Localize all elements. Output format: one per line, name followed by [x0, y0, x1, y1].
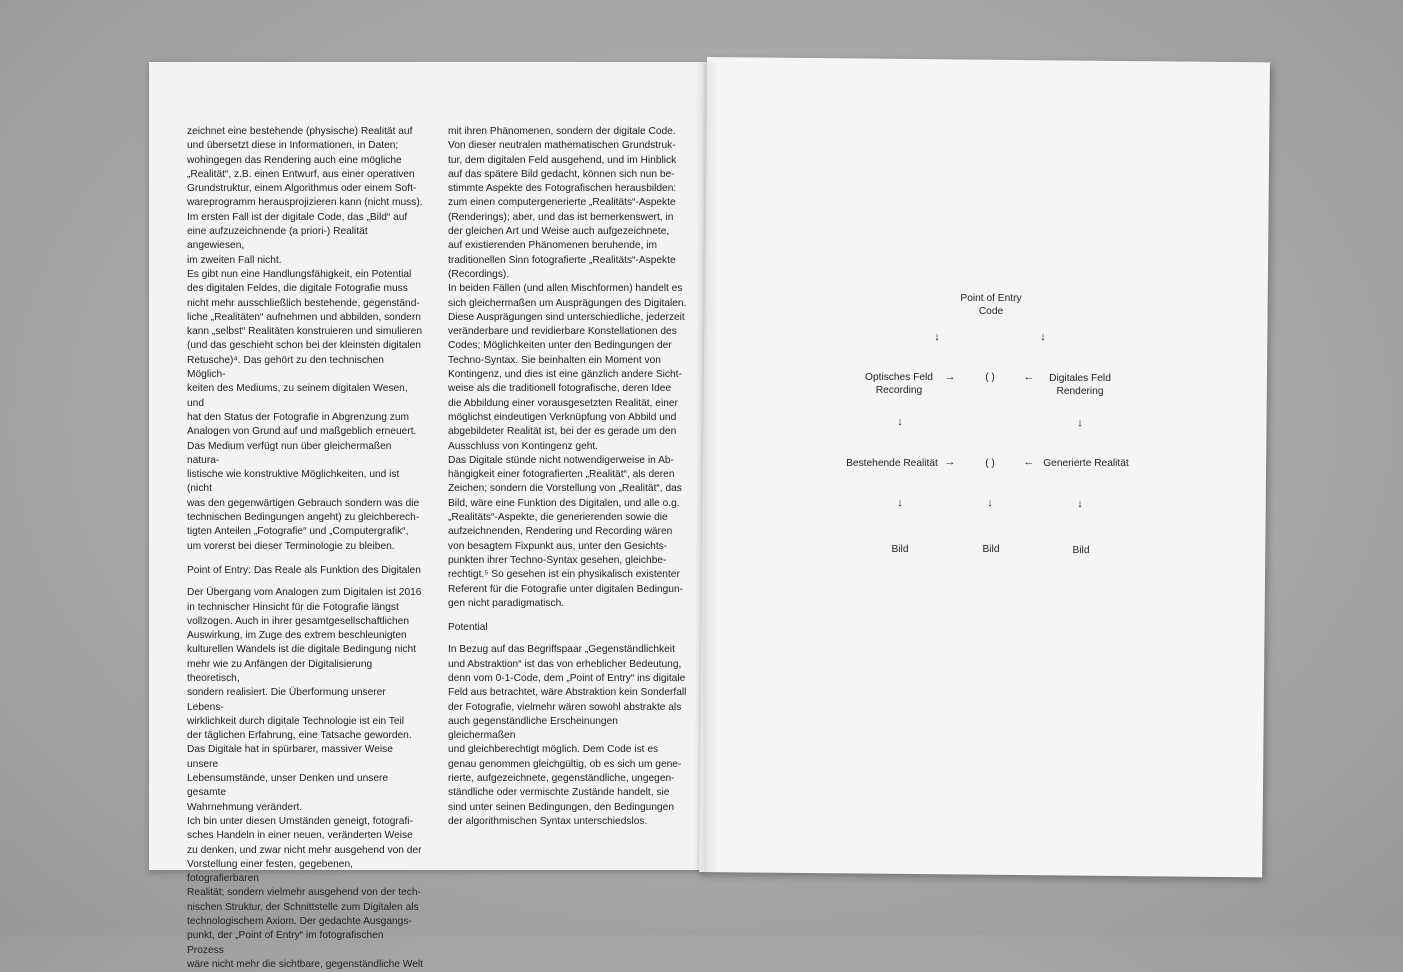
middle-text-column — [448, 125, 688, 829]
arrow-down-icon: ↓ — [934, 331, 940, 343]
paragraph: Es gibt nun eine Handlungsfähigkeit, ein Potential des digitalen Feldes, die digitale Fotografie muss nicht mehr ausschließlich bestehende, gegenständ- liche „Realitäten“ aufnehmen und abbilden, sondern kann „selbst“ Realitäten konstruieren und simulieren (und das geschieht schon bei der kleinsten digitalen Retusche)⁴. Das gehört zu den technischen Möglich- keiten des Mediums, zu seinem digitalen Wesen, und hat den Status der Fotografie in Abgrenzung zum Analogen von Grund auf und maßgeblich erneuert. Das Medium verfügt nun über gleichermaßen natura- listische wie konstruktive Möglichkeiten, und ist (nicht was den gegenwärtigen Gebrauch sondern was die technischen Bedingungen angeht) zu gleichberech- tigten Anteilen „Fotografie“ und „Computergrafik“, um vorerst bei dieser Terminologie zu bleiben. — [187, 268, 422, 552]
arrow-down-icon: ↓ — [1077, 417, 1083, 429]
paragraph: mit ihren Phänomenen, sondern der digitale Code. Von dieser neutralen mathematischen Grundstruk- tur, dem digitalen Feld ausgehend, und im Hinblick auf das spätere Bild gedacht, können sich nun be- stimmte Aspekte des Fotografischen herausbilden: zum einen computergenerierte „Realitäts“-Aspekte (Renderings); aber, und das ist bemerkenswert, in der gleichen Art und Weise auch aufgezeichnete, auf existierenden Phänomenen beruhende, im traditionellen Sinn fotografierte „Realitäts“-Aspekte (Recordings). — [448, 126, 677, 280]
paragraph: Ich bin unter diesen Umständen geneigt, fotografi- sches Handeln in einer neuen, veränderten Weise zu denken, und zwar nicht mehr ausgehend von der Vorstellung einer festen, gegebenen, fotografierbaren Realität; sondern vielmehr ausgehend von der tech- nischen Struktur, der Schnittstelle zum Digitalen als technologischem Axiom. Der gedachte Ausgangs- punkt, der „Point of Entry“ im fotografischen Prozess wäre nicht mehr die sichtbare, gegenständliche Welt — [187, 815, 423, 970]
diagram-bild: Bild — [1072, 545, 1090, 556]
paragraph: Der Übergang vom Analogen zum Digitalen ist 2016 in technischer Hinsicht für die Fotografie längst vollzogen. Auch in ihrer gesamtgesellschaftlichen Auswirkung, im Zuge des extrem beschleunigten kulturellen Wandels ist die digitale Bedingung nicht mehr wie zu Anfängen der Digitalisierung theoretisch, sondern realisiert. Die Überformung unserer Lebens- wirklichkeit durch digitale Technologie ist ein Teil der täglichen Erfahrung, eine Tatsache geworden. Das Digitale hat in spürbarer, massiver Weise unsere Lebensumstände, unser Denken und unsere gesamte Wahrnehmung verändert. — [187, 587, 422, 813]
arrow-right-icon: → — [944, 371, 956, 383]
diagram-bild: Bild — [891, 544, 909, 555]
arrow-down-icon: ↓ — [897, 416, 903, 428]
paragraph: In Bezug auf das Begriffspaar „Gegenständlichkeit und Abstraktion“ ist das von erheblicher Bedeutung, denn vom 0-1-Code, dem „Point of Entry“ ins digitale Feld aus betrachtet, wäre Abstraktion kein Sonderfall der Fotografie, vielmehr wären sowohl abstrakte als auch gegenständliche Erscheinungen gleichermaßen und gleichberechtigt möglich. Dem Code ist es genau genommen gleichgültig, ob es sich um gene- rierte, aufgezeichnete, gegenständliche, ungegen- ständliche oder vermischte Zustände handelt, sie sind unter seinen Bedingungen, den Bedingungen der algorithmischen Syntax unterschiedslos. — [448, 644, 687, 827]
diagram-point-of-entry: Point of Entry Code — [960, 293, 1022, 317]
section-heading: Potential — [448, 622, 488, 634]
arrow-left-icon: ← — [1023, 371, 1035, 383]
arrow-down-icon: ↓ — [897, 497, 903, 509]
diagram-optisches-feld: Optisches Feld Recording — [865, 372, 933, 396]
arrow-down-icon: ↓ — [1077, 498, 1083, 510]
paragraph: In beiden Fällen (und allen Mischformen) handelt es sich gleichermaßen um Ausprägungen des Digitalen. Diese Ausprägungen sind unterschiedliche, jederzeit veränderbare und revidierbare Konstellationen des Codes; Möglichkeiten unter den Bedingungen der Techno-Syntax. Sie beinhalten ein Moment von Kontingenz, und dies ist eine gänzlich andere Sicht- weise als die traditionell fotografische, deren Idee die Abbildung einer vorausgesetzten Realität, einer möglichst eindeutigen Verknüpfung von Abbild und abgebildeter Realität ist, bei der es gerade um den Ausschluss von Kontingenz geht. — [448, 283, 687, 452]
diagram-placeholder: ( ) — [985, 372, 995, 383]
diagram-placeholder: ( ) — [985, 458, 995, 469]
diagram-bestehende-realitaet: Bestehende Realität — [846, 458, 938, 469]
diagram-bild: Bild — [982, 544, 1000, 555]
diagram-digitales-feld: Digitales Feld Rendering — [1049, 373, 1111, 397]
diagram-generierte-realitaet: Generierte Realität — [1043, 458, 1129, 469]
arrow-down-icon: ↓ — [987, 497, 993, 509]
section-heading: Point of Entry: Das Reale als Funktion des Digitalen — [187, 564, 421, 576]
arrow-right-icon: → — [944, 456, 956, 468]
arrow-left-icon: ← — [1023, 456, 1035, 468]
paragraph: zeichnet eine bestehende (physische) Realität auf und übersetzt diese in Informationen, in Daten; wohingegen das Rendering auch eine mögliche „Realität“, z.B. einen Entwurf, aus einer operativen Grundstruktur, einem Algorithmus oder einem Soft- wareprogramm herausprojizieren kann (nicht muss). Im ersten Fall ist der digitale Code, das „Bild“ auf eine aufzuzeichnende (a priori-) Realität angewiesen, im zweiten Fall nicht. — [187, 126, 423, 266]
left-text-column — [187, 125, 423, 972]
arrow-down-icon: ↓ — [1040, 331, 1046, 343]
paragraph: Das Digitale stünde nicht notwendigerweise in Ab- hängigkeit einer fotografierten „Realität“, als deren Zeichen; sondern die Vorstellung von „Realität“, das Bild, wäre eine Funktion des Digitalen, und alle o.g. „Realitäts“-Aspekte, die generierenden sowie die aufzeichnenden, Rendering und Recording wären von besagtem Fixpunkt aus, unter den Gesichts- punkten ihrer Techno-Syntax gesehen, gleichbe- rechtigt.⁵ So gesehen ist ein physikalisch existenter Referent für die Fotografie unter digitalen Bedingun- gen nicht paradigmatisch. — [448, 454, 684, 609]
